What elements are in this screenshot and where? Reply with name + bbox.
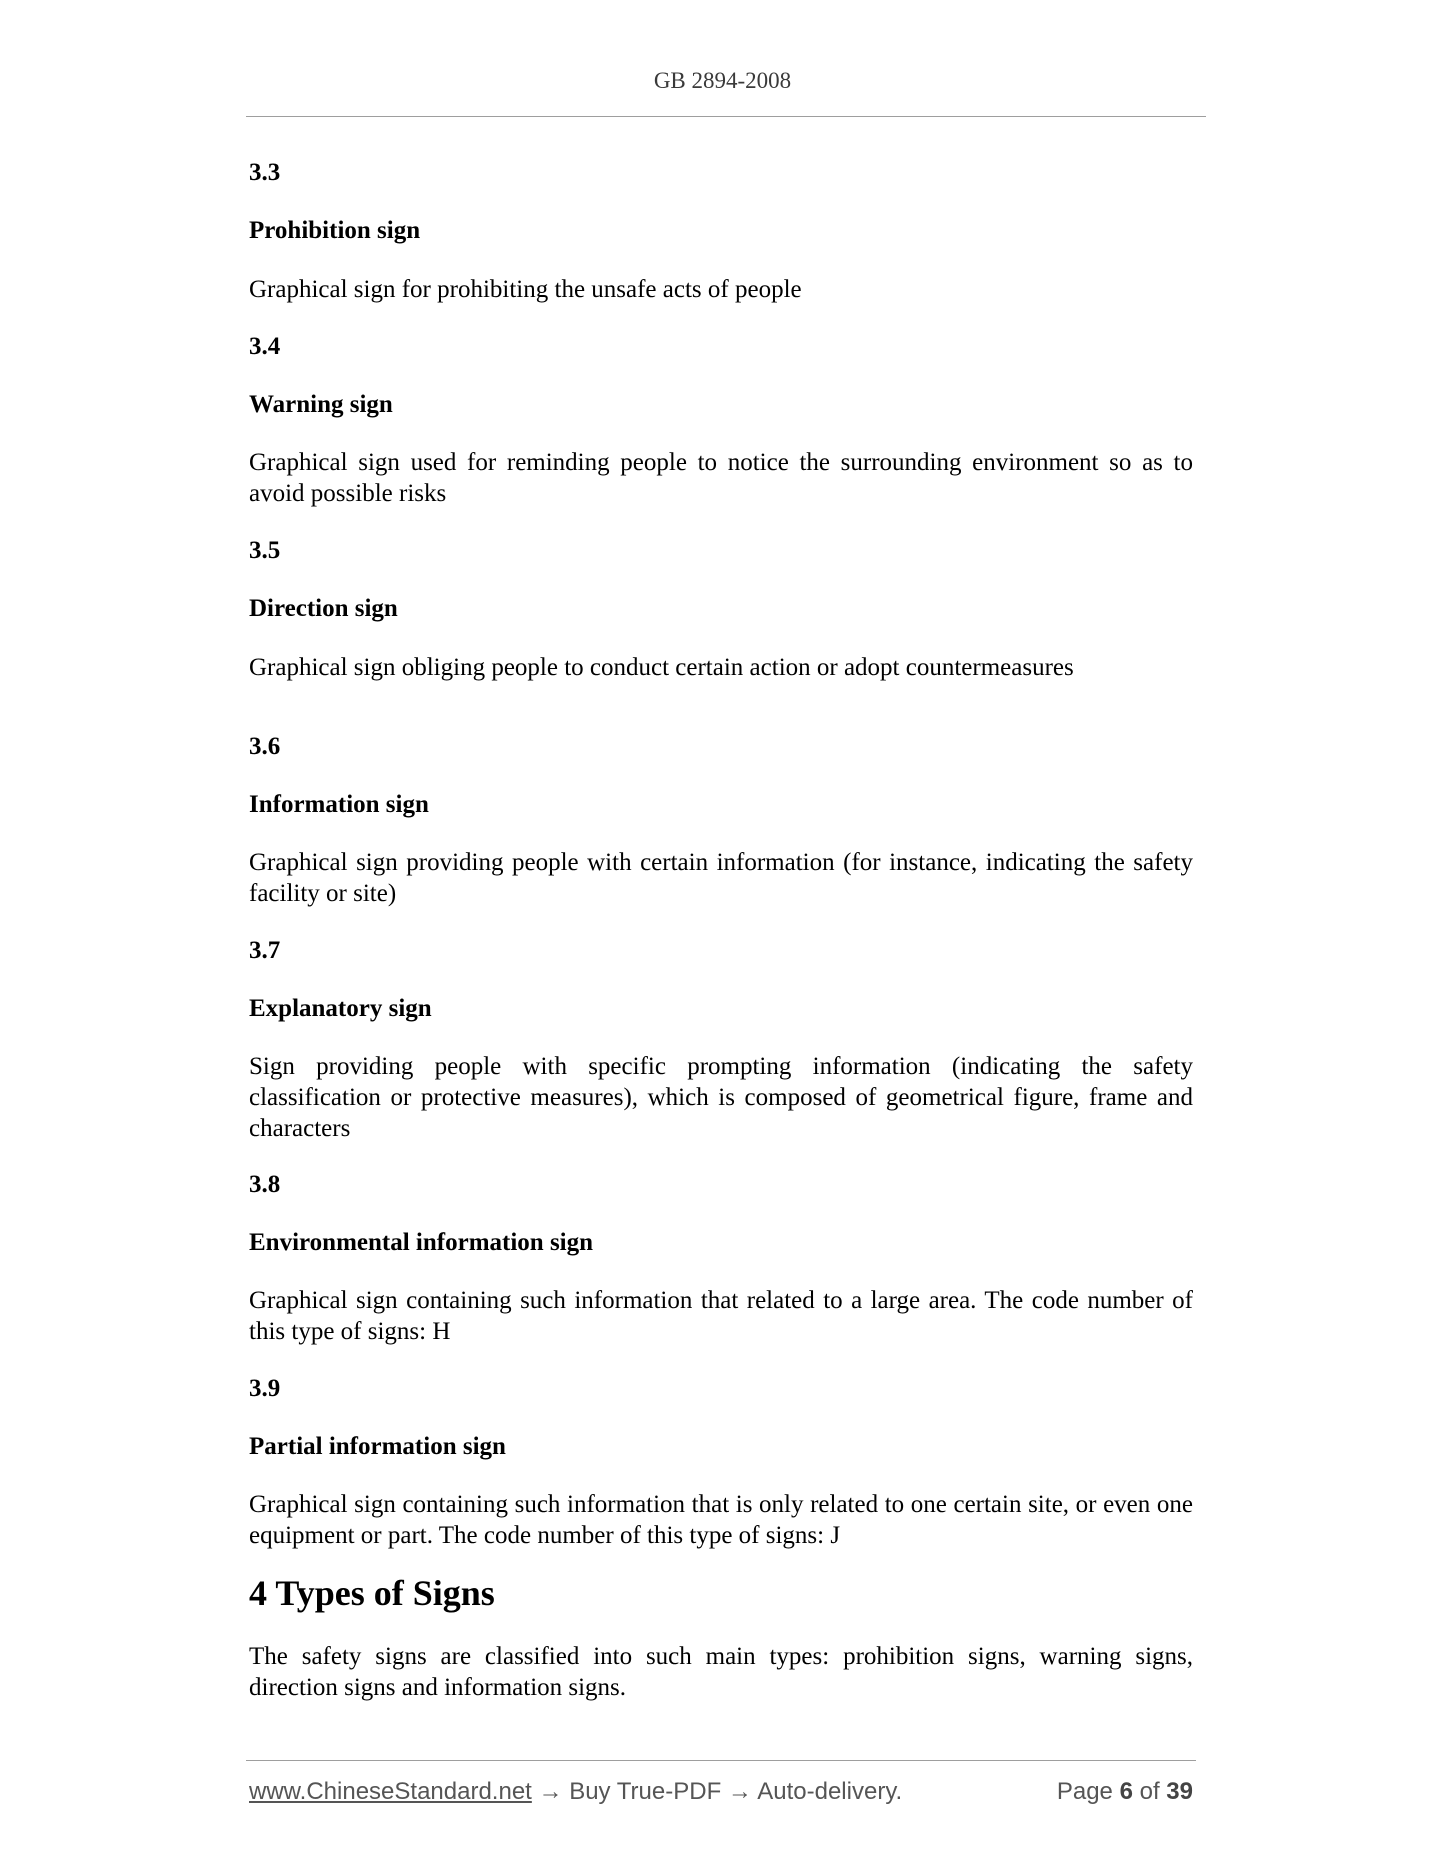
- header-divider: [246, 116, 1206, 117]
- section-4-body: The safety signs are classified into such main types: prohibition signs, warning signs, direction signs and information signs.: [249, 1643, 1193, 1701]
- website-link[interactable]: www.ChineseStandard.net: [249, 1778, 532, 1805]
- page-indicator: [1057, 1778, 1193, 1806]
- clause-definition-3-8: Graphical sign containing such information that related to a large area. The code number of this type of signs: H: [249, 1287, 1193, 1345]
- clause-number-3-4: 3.4: [249, 333, 281, 360]
- clause-term-3-8: Environmental information sign: [249, 1229, 594, 1256]
- clause-number-3-9: 3.9: [249, 1375, 281, 1402]
- buy-true-pdf-text: Buy True-PDF: [569, 1778, 722, 1805]
- clause-definition-3-7: Sign providing people with specific prompting information (indicating the safety classification or protective measures), which is composed of geometrical figure, frame and characters: [249, 1053, 1193, 1142]
- arrow-right-icon: →: [727, 1778, 752, 1805]
- clause-number-3-5: 3.5: [249, 537, 281, 564]
- document-header-title: GB 2894-2008: [653, 68, 792, 93]
- footer-divider: [246, 1760, 1196, 1761]
- page-of-label: of: [1139, 1778, 1160, 1805]
- clause-number-3-3: 3.3: [249, 159, 281, 186]
- clause-term-3-6: Information sign: [249, 791, 429, 818]
- clause-term-3-3: Prohibition sign: [249, 217, 421, 244]
- page-label: Page: [1056, 1778, 1113, 1805]
- clause-number-3-7: 3.7: [249, 937, 281, 964]
- page-current-number: 6: [1119, 1778, 1133, 1805]
- clause-definition-3-6: Graphical sign providing people with certain information (for instance, indicating the safety facility or site): [249, 849, 1193, 907]
- clause-number-3-6: 3.6: [249, 733, 281, 760]
- clause-definition-3-4: Graphical sign used for reminding people to notice the surrounding environment so as to avoid possible risks: [249, 449, 1193, 507]
- section-heading-types-of-signs: 4 Types of Signs: [249, 1573, 495, 1613]
- clause-term-3-7: Explanatory sign: [249, 995, 432, 1022]
- clause-definition-3-3: Graphical sign for prohibiting the unsafe acts of people: [249, 276, 802, 303]
- clause-definition-3-9: Graphical sign containing such information that is only related to one certain site, or even one equipment or part. The code number of this type of signs: J: [249, 1491, 1193, 1549]
- clause-term-3-9: Partial information sign: [249, 1433, 506, 1460]
- clause-number-3-8: 3.8: [249, 1171, 281, 1198]
- clause-term-3-5: Direction sign: [249, 595, 398, 622]
- clause-term-3-4: Warning sign: [249, 391, 393, 418]
- clause-definition-3-5: Graphical sign obliging people to conduct certain action or adopt countermeasures: [249, 654, 1074, 681]
- arrow-right-icon: →: [538, 1778, 563, 1805]
- page-total-number: 39: [1166, 1778, 1193, 1805]
- auto-delivery-text: Auto-delivery.: [757, 1778, 903, 1805]
- footer-promo: [249, 1778, 902, 1806]
